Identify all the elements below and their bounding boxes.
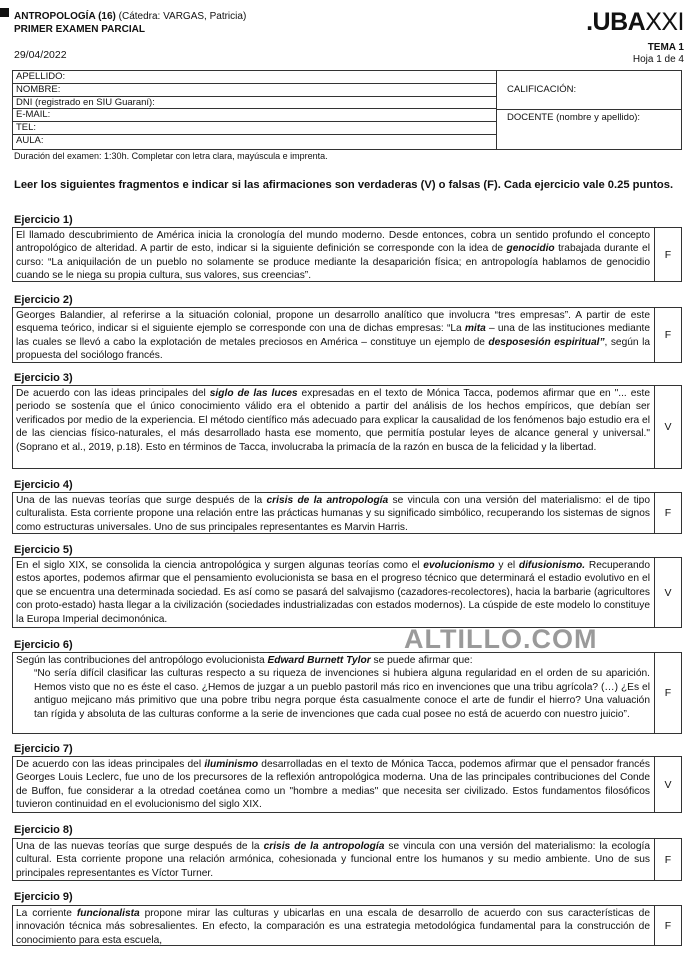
statement-text: De acuerdo con las ideas principales del [16,388,210,399]
grading-fields [497,71,681,149]
statement-text: Una de las nuevas teorías que surge después de la [16,841,264,852]
emphasized-term: crisis de la antropología [266,495,389,506]
exam-title: PRIMER EXAMEN PARCIAL [14,24,145,35]
answer-cell[interactable]: V [664,586,672,599]
exercise-label: Ejercicio 8) [14,824,73,836]
field-nombre[interactable]: NOMBRE: [13,84,496,97]
exercise-box [12,492,682,534]
statement-text: Según las contribuciones del antropólogo evolucionista [16,655,268,666]
statement-text: desarrolladas en el texto de Mónica Tacca, podemos afirmar que el pensador francés Georges Louis Leclerc, fue uno de los precursores de la reflexión antropológica moderna. Una de las principales contribuciones del Conde de Buffon, fue considerar a la otredad coetánea como un "hombre a medias" que necesita ser civilizado. Estos fundamentos filosóficos tuvieron continuidad en el evolucionismo del siglo XIX. [16,759,651,811]
exercise-statement [13,839,655,880]
emphasized-term: desposesión espiritual” [488,336,605,348]
statement-text: Georges Balandier, al referirse a la situación colonial, propone un desarrollo analítico que involucra “tres empresas”. A partir de este esquema teórico, indicar si el siguiente ejemplo se corresponde con una de dichas empresas: “La [16,310,650,335]
statement-text: En el siglo XIX, se consolida la ciencia antropológica y surgen algunas teorías como el [16,560,424,571]
statement-text: Recuperando estos aportes, podemos afirmar que el pensamiento evolucionista se basa en el progreso técnico que determinará el estadio evolutivo en el que se encuentra una determinada sociedad. Es así como se pasará del salvajismo (cazadores-recolectores), hacia la barbarie (agricultores con proto-estado) hasta llegar a la civilización (sociedades industrializadas con estados modernos). La cúspide de este modelo lo constituye la Europa Imperial decimonónica. [16,560,651,625]
statement-text: se vincula con una versión del materialismo: el de tipo culturalista. Esta corriente propone una relación entre las prácticas humanas y su significado simbólico, recuperando los sistemas de signos como estructuras universales. Uno de sus principales representantes es Marvin Harris. [16,495,650,533]
exercise-label: Ejercicio 1) [14,214,73,226]
field-docente[interactable]: DOCENTE (nombre y apellido): [507,112,641,123]
field-email[interactable]: E-MAIL: [13,109,496,122]
logo-xxi: XXI [645,8,684,36]
course-chair: (Cátedra: VARGAS, Patricia) [115,11,247,22]
exercise-statement [13,906,655,945]
exercise-box [12,905,682,946]
exercise-box [12,756,682,813]
exercise-box [12,227,682,282]
answer-cell[interactable]: F [664,853,672,866]
statement-text: y el [494,560,519,571]
watermark: ALTILLO.COM [404,624,598,654]
answer-cell[interactable]: V [664,421,672,433]
answer-cell[interactable]: F [664,507,672,519]
field-apellido[interactable]: APELLIDO: [13,71,496,84]
statement-text: El llamado descubrimiento de América inicia la cronología del mundo moderno. Desde entonces, cobra un sentido profundo el concepto antropológico de alteridad. A partir de esto, indicar si la siguiente definición se corresponde con la idea de [16,230,650,255]
emphasized-term: Edward Burnett Tylor [267,655,371,666]
exercise-label: Ejercicio 2) [14,294,73,306]
exercise-label: Ejercicio 3) [14,372,73,384]
logo-uba: .UBA [586,8,646,36]
field-calificacion[interactable]: CALIFICACIÓN: [497,71,681,110]
uba-xxi-logo [586,8,684,37]
statement-text: se puede afirmar que: [370,655,473,666]
emphasized-term: iluminismo [204,759,259,770]
tema-label: TEMA 1 [647,42,684,53]
corner-mark [0,8,9,17]
exercise-statement [13,228,655,281]
emphasized-term: funcionalista [76,908,140,919]
exercise-box [12,652,682,734]
statement-text: expresadas en el texto de Mónica Tacca, podemos afirmar que en "... este periodo se sostenía que el único conocimiento válido era el obtenido a partir del análisis de los hechos empíricos, que debían ser verificados por medio de la experiencia. El método científico más adecuado para explicar la causalidad de los fenómenos bajo estudio era el de las ciencias físico-naturales, el más desarrollado hasta ese momento, que permitía postular leyes de alcance general y universal." (Soprano et al., 2019, p.18). Esto en términos de Tacca, involucraba la primacía de la razón en busca de la felicidad y la libertad. [16,388,650,453]
exercise-statement [13,308,655,362]
emphasized-term: crisis de la antropología [263,841,385,852]
duration-note: Duración del examen: 1:30h. Completar con letra clara, mayúscula e imprenta. [14,151,328,161]
exam-date: 29/04/2022 [14,49,67,61]
exercise-label: Ejercicio 4) [14,479,73,491]
emphasized-term: mita [464,323,486,335]
course-header [14,10,246,36]
exercise-statement [13,558,655,627]
statement-text: Una de las nuevas teorías que surge después de la [16,495,267,506]
quoted-passage: “No sería difícil clasificar las culturas respecto a su riqueza de invenciones si hubiera alguna regularidad en el orden de su aparición. Hemos visto que no es éste el caso. ¿Hemos de juzgar a un pueblo pastoril más rico en invenciones que una tribu agrícola? (…) ¿Es el antiguo mejicano más primitivo que una pobre tribu negra porque ésta casualmente conoce el arte de fundir el hierro? Una valuación tan rígida y absoluta de las culturas conforme a la serie de invenciones que cada cual posee no está de acuerdo con nuestro juicio”. [34,668,650,720]
answer-cell[interactable]: F [664,687,672,699]
student-fields [13,71,497,149]
answer-cell[interactable]: F [664,919,672,932]
emphasized-term: difusionismo. [518,560,586,571]
field-dni[interactable]: DNI (registrado en SIU Guaraní): [13,97,496,110]
exercise-label: Ejercicio 9) [14,891,73,903]
statement-text: La corriente [16,908,77,919]
statement-text: propone mirar las culturas y ubicarlas en una escala de desarrollo de acuerdo con sus características de innovación técnica más sobresalientes. En efecto, la comparación es una estrategia metodológica fundamental para la construcción de conocimiento para esta escuela, [16,908,650,946]
tema-block [633,42,684,66]
page-count: Hoja 1 de 4 [632,54,684,65]
exercise-label: Ejercicio 5) [14,544,73,556]
exercise-statement [13,493,655,533]
answer-cell[interactable]: V [664,778,672,791]
exercise-statement [13,653,655,733]
answer-cell[interactable]: F [664,248,672,261]
exercise-label: Ejercicio 7) [14,743,73,755]
course-name: ANTROPOLOGÍA (16) [14,11,116,22]
exercise-box [12,838,682,881]
statement-text: De acuerdo con las ideas principales del [16,759,205,770]
emphasized-term: genocidio [506,243,555,255]
emphasized-term: siglo de las luces [209,388,298,399]
statement-text: – una de las instituciones mediante las cuales se llevó a cabo la explotación de metales preciosos en América – constituye un ejemplo de [16,323,650,348]
exercise-box [12,385,682,469]
exercise-box [12,557,682,628]
answer-cell[interactable]: F [664,329,672,341]
statement-text: se vincula con una versión del materialismo: la ecología cultural. Esta corriente propone una relación armónica, cohesionada y funcional entre los humanos y su medio ambiente. Uno de sus principales representantes es Víctor Turner. [16,841,651,879]
emphasized-term: evolucionismo [423,560,495,571]
field-tel[interactable]: TEL: [13,122,496,135]
exercise-label: Ejercicio 6) [14,639,73,651]
statement-text: trabajada durante el curso: “La aniquilación de un pueblo no solamente se produce mediante la desaparición física; en antropología hablamos de genocidio cuando se le niega su propia cultura, sus valores, sus creencias”. [16,243,650,282]
exercise-box [12,307,682,363]
exercise-statement [13,386,655,468]
field-aula[interactable]: AULA: [16,134,44,146]
statement-text: , según la propuesta del sociólogo francés. [16,336,650,362]
instructions: Leer los siguientes fragmentos e indicar si las afirmaciones son verdaderas (V) o falsas (F). Cada ejercicio vale 0.25 puntos. [14,179,674,191]
student-info-table [12,70,682,150]
exercise-statement [13,757,655,812]
